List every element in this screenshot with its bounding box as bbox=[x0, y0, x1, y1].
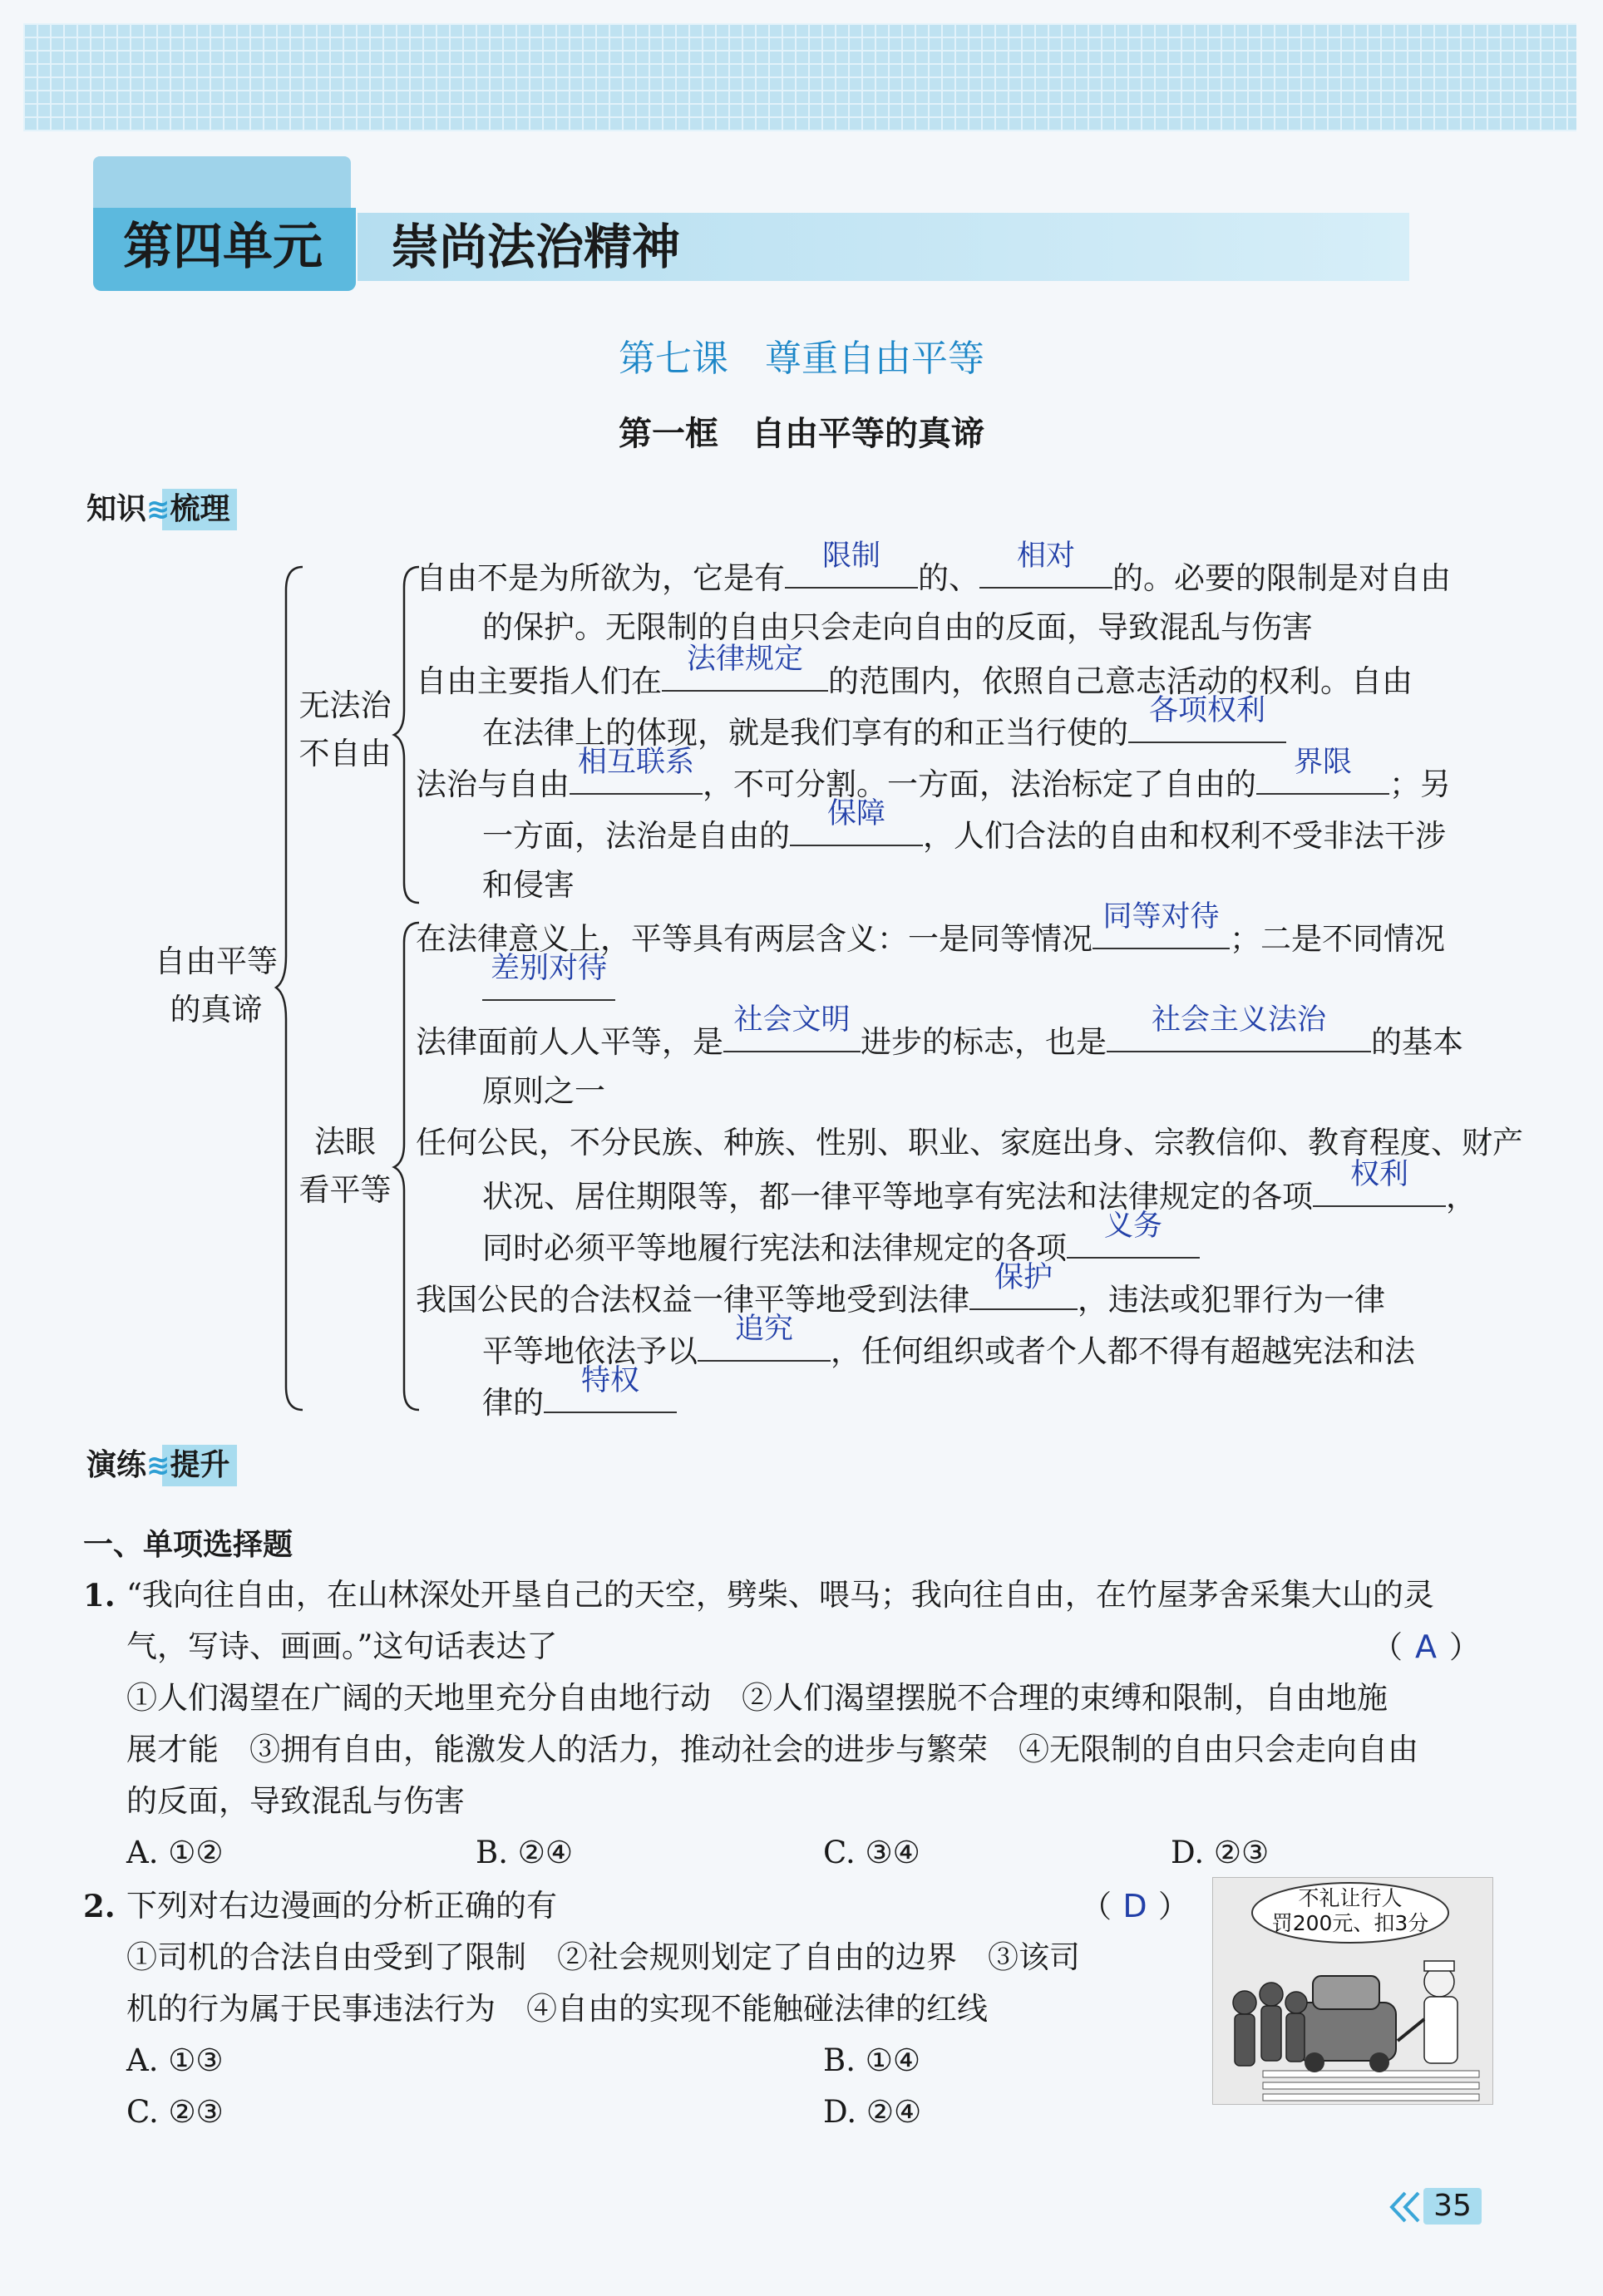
answer-blank: 社会主义法治 bbox=[1107, 1014, 1371, 1052]
b2-item4-line3: 律的 特权 bbox=[482, 1375, 677, 1429]
answer-blank: 界限 bbox=[1256, 756, 1389, 795]
b2-item2-line2: 原则之一 bbox=[482, 1073, 605, 1109]
q2-number: 2. bbox=[83, 1888, 116, 1924]
cartoon-image bbox=[1212, 1877, 1493, 2105]
section-tag-knowledge bbox=[83, 489, 237, 530]
q1-stem-line2: 气，写诗、画画。”这句话表达了 bbox=[126, 1628, 558, 1664]
b2-item3-line2: 状况、居住期限等，都一律平等地享有宪法和法律规定的各项 权利 ， bbox=[482, 1158, 1477, 1215]
q2-stem-line1: 下列对右边漫画的分析正确的有 bbox=[126, 1888, 557, 1924]
q1-option-line3: 的反面，导致混乱与伤害 bbox=[126, 1783, 465, 1819]
branch2-line1: 法眼 bbox=[314, 1124, 376, 1160]
answer-blank: 同等对待 bbox=[1093, 911, 1230, 949]
b2-item3-line1: 任何公民，不分民族、种族、性别、职业、家庭出身、宗教信仰、教育程度、财产 bbox=[416, 1125, 1523, 1160]
question-type-heading: 一、单项选择题 bbox=[83, 1528, 293, 1562]
q1-choice-b[interactable]: B. ②④ bbox=[476, 1835, 574, 1870]
b1-item1-line1: 自由不是为所欲为，它是有 限制 的、 相对 的。必要的限制是对自由 bbox=[416, 540, 1451, 596]
q2-choice-a[interactable]: A. ①③ bbox=[126, 2042, 224, 2078]
answer-blank: 限制 bbox=[785, 550, 918, 589]
branch2-line2: 看平等 bbox=[298, 1172, 392, 1208]
answer-blank: 社会文明 bbox=[723, 1014, 861, 1052]
q1-answer: A bbox=[1415, 1628, 1437, 1665]
page-number-badge bbox=[1387, 2185, 1493, 2229]
b2-item4-line1: 我国公民的合法权益一律平等地受到法律 保护 ，违法或犯罪行为一律 bbox=[416, 1261, 1385, 1318]
branch1-label bbox=[291, 682, 399, 778]
section-tag-label-a: 演练 bbox=[86, 1448, 147, 1482]
b2-item2-line1: 法律面前人人平等，是 社会文明 进步的标志，也是 社会主义法治 的基本 bbox=[416, 1003, 1463, 1060]
q2-option-line2: 机的行为属于民事违法行为 ④自由的实现不能触碰法律的红线 bbox=[126, 1991, 988, 2027]
cartoon-bubble-line1: 不礼让行人 bbox=[1298, 1886, 1403, 1910]
b1-item1-line2: 的保护。无限制的自由只会走向自由的反面，导致混乱与伤害 bbox=[482, 609, 1313, 645]
branch1-line2: 不自由 bbox=[298, 736, 392, 771]
header-grid-band bbox=[23, 23, 1576, 131]
lesson-title: 第七课 尊重自由平等 bbox=[619, 338, 984, 380]
q1-option-line1: ①人们渴望在广阔的天地里充分自由地行动 ②人们渴望摆脱不合理的束缚和限制，自由地施 bbox=[126, 1680, 1388, 1716]
tree-root-line2: 的真谛 bbox=[170, 992, 263, 1027]
answer-blank: 保障 bbox=[790, 808, 923, 846]
section-tag-practice bbox=[83, 1445, 237, 1486]
answer-blank: 义务 bbox=[1067, 1220, 1200, 1259]
answer-blank: 相互联系 bbox=[570, 756, 703, 795]
answer-blank: 保护 bbox=[969, 1272, 1078, 1310]
b1-item2-line1: 自由主要指人们在 法律规定 的范围内，依照自己意志活动的权利。自由 bbox=[416, 643, 1413, 699]
q1-stem-line1: “我向往自由，在山林深处开垦自己的天空，劈柴、喂马；我向往自由，在竹屋茅舍采集大山的灵 bbox=[126, 1577, 1434, 1613]
q1-number: 1. bbox=[83, 1577, 116, 1614]
cartoon-bubble-text bbox=[1263, 1886, 1438, 1936]
frame-title: 第一框 自由平等的真谛 bbox=[619, 415, 984, 453]
q2-answer: D bbox=[1122, 1888, 1147, 1924]
double-chevron-left-icon bbox=[1387, 2190, 1423, 2225]
q2-choice-b[interactable]: B. ①④ bbox=[823, 2042, 921, 2078]
q2-choice-d[interactable]: D. ②④ bbox=[823, 2094, 922, 2130]
wave-icon: ≋ bbox=[146, 1449, 170, 1482]
q1-choice-a[interactable]: A. ①② bbox=[126, 1835, 224, 1870]
q1-option-line2: 展才能 ③拥有自由，能激发人的活力，推动社会的进步与繁荣 ④无限制的自由只会走向自由 bbox=[126, 1732, 1418, 1767]
b2-item1-line1: 在法律意义上，平等具有两层含义：一是同等情况 同等对待 ；二是不同情况 bbox=[416, 900, 1445, 957]
tree-root-line1: 自由平等 bbox=[155, 944, 278, 979]
unit-label: 第四单元 bbox=[123, 218, 323, 276]
b1-item3-line2: 一方面，法治是自由的 保障 ，人们合法的自由和权利不受非法干涉 bbox=[482, 797, 1446, 854]
cartoon-bubble-line2: 罚200元、扣3分 bbox=[1271, 1911, 1429, 1935]
unit-title: 崇尚法治精神 bbox=[391, 219, 681, 275]
b1-item2-line2: 在法律上的体现，就是我们享有的和正当行使的 各项权利 bbox=[482, 705, 1286, 759]
q1-choice-c[interactable]: C. ③④ bbox=[823, 1835, 920, 1870]
answer-blank: 法律规定 bbox=[662, 653, 828, 692]
b2-item1-line2 bbox=[482, 952, 615, 1017]
b1-item3-line1: 法治与自由 相互联系 ，不可分割。一方面，法治标定了自由的 界限 ；另 bbox=[416, 746, 1451, 802]
tree-root-label bbox=[141, 938, 291, 1034]
answer-blank: 追究 bbox=[698, 1323, 831, 1362]
branch1-line1: 无法治 bbox=[298, 687, 392, 723]
b2-item3-line3: 同时必须平等地履行宪法和法律规定的各项 义务 bbox=[482, 1220, 1200, 1274]
answer-blank: 权利 bbox=[1313, 1169, 1446, 1207]
q1-answer-paren: （ A ） bbox=[1372, 1621, 1480, 1673]
answer-blank: 相对 bbox=[979, 550, 1112, 589]
q2-answer-paren: （ D ） bbox=[1081, 1880, 1189, 1933]
section-tag-label-b: 提升 bbox=[170, 1448, 230, 1482]
b1-item3-line3: 和侵害 bbox=[482, 867, 575, 903]
answer-blank: 特权 bbox=[544, 1375, 677, 1413]
section-tag-label-a: 知识 bbox=[86, 492, 147, 526]
q2-choice-c[interactable]: C. ②③ bbox=[126, 2094, 224, 2130]
page-number: 35 bbox=[1423, 2188, 1482, 2225]
section-tag-label-b: 梳理 bbox=[170, 492, 230, 526]
b2-item4-line2: 平等地依法予以 追究 ，任何组织或者个人都不得有超越宪法和法 bbox=[482, 1313, 1415, 1369]
answer-blank: 各项权利 bbox=[1128, 705, 1286, 743]
answer-blank: 差别对待 bbox=[482, 963, 615, 1001]
wave-icon: ≋ bbox=[146, 493, 170, 526]
q1-choice-d[interactable]: D. ②③ bbox=[1171, 1835, 1270, 1870]
branch2-label bbox=[291, 1118, 399, 1215]
q2-option-line1: ①司机的合法自由受到了限制 ②社会规则划定了自由的边界 ③该司 bbox=[126, 1939, 1080, 1975]
